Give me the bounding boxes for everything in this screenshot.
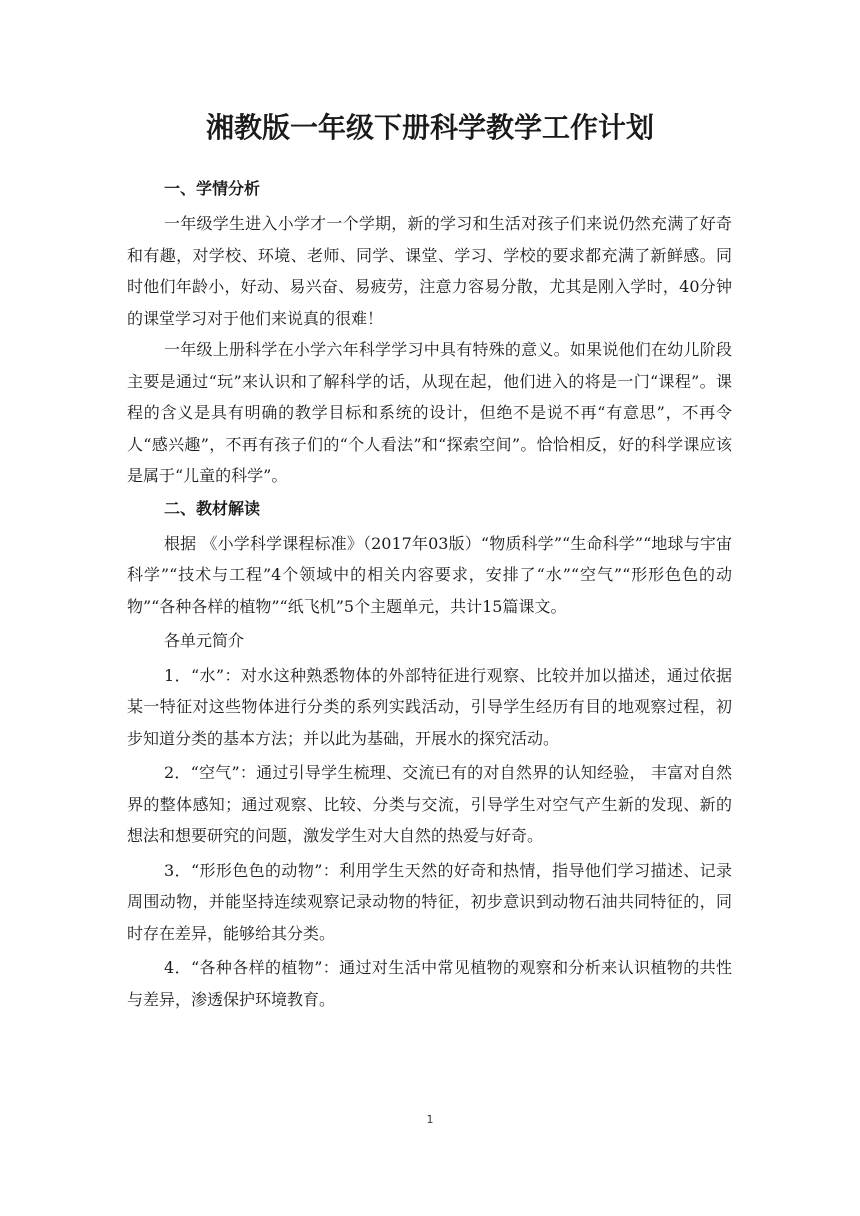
section-learner-analysis [127,176,732,492]
paragraph: 一年级上册科学在小学六年科学学习中具有特殊的意义。如果说他们在幼儿阶段主要是通过“玩”来认识和了解科学的话，从现在起，他们进入的将是一门“课程”。课程的含义是具有明确的教学目标和系统的设计，但绝不是说不再“有意思”，不再令人“感兴趣”，不再有孩子们的“个人看法”和“探索空间”。恰恰相反，好的科学课应该是属于“儿童的科学”。 [127,340,732,485]
section-heading: 一、学情分析 [164,179,261,198]
document-body [127,176,732,1015]
paragraph: 4．“各种各样的植物”：通过对生活中常见植物的观察和分析来认识植物的共性与差异，渗透保护环境教育。 [127,958,732,1009]
page-number: 1 [426,1113,434,1126]
document-title: 湘教版一年级下册科学教学工作计划 [205,111,654,144]
paragraph: 2．“空气”：通过引导学生梳理、交流已有的对自然界的认知经验， 丰富对自然界的整体感知；通过观察、比较、分类与交流，引导学生对空气产生新的发现、新的想法和想要研究的问题，激发学生对大自然的热爱与好奇。 [127,763,732,845]
paragraph: 一年级学生进入小学才一个学期，新的学习和生活对孩子们来说仍然充满了好奇和有趣，对学校、环境、老师、同学、课堂、学习、学校的要求都充满了新鲜感。同时他们年龄小，好动、易兴奋、易疲劳，注意力容易分散，尤其是刚入学时，40分钟的课堂学习对于他们来说真的很难！ [127,214,732,328]
paragraph: 3．“形形色色的动物”：利用学生天然的好奇和热情，指导他们学习描述、记录周围动物，并能坚持连续观察记录动物的特征，初步意识到动物石油共同特征的，同时存在差异，能够给其分类。 [127,860,732,943]
section-heading: 二、教材解读 [164,498,261,518]
paragraph: 根据 《小学科学课程标准》（2017年03版）“物质科学”“生命科学”“地球与宇宙科学”“技术与工程”4个领域中的相关内容要求，安排了“水”“空气”“形形色色的动物”“各种各样的植物”“纸飞机”5个主题单元，共计15篇课文。 [127,533,732,616]
section-textbook-interpretation [127,496,732,1016]
paragraph: 1．“水”：对水这种熟悉物体的外部特征进行观察、比较并加以描述，通过依据某一特征对这些物体进行分类的系列实践活动，引导学生经历有目的地观察过程，初步知道分类的基本方法；并以此为基础，开展水的探究活动。 [127,665,732,748]
paragraph: 各单元简介 [164,631,245,650]
